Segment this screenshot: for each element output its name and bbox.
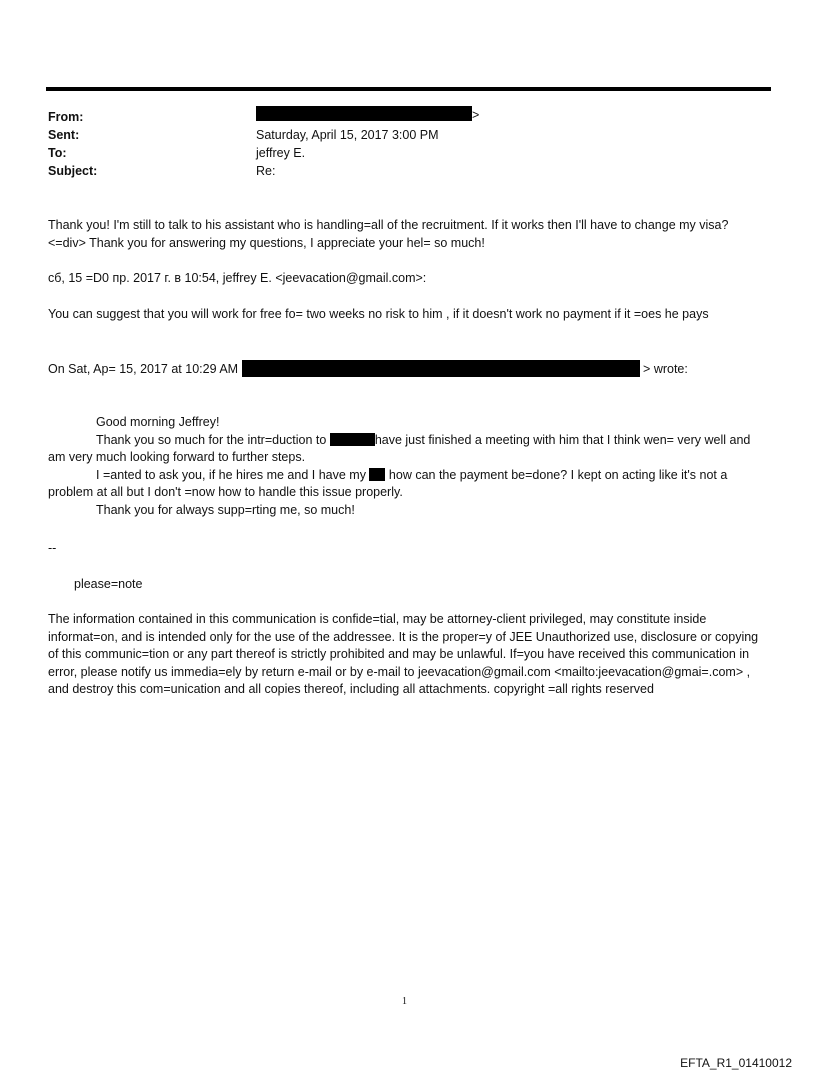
- quoted-message: [48, 414, 762, 519]
- from-value: [256, 106, 479, 124]
- redaction-from: [256, 106, 472, 121]
- signature-separator: --: [48, 541, 57, 555]
- greeting: Good morning Jeffrey!: [96, 415, 220, 429]
- document-id: EFTA_R1_01410012: [680, 1056, 792, 1070]
- message-line-1: [48, 432, 762, 467]
- sent-value: Saturday, April 15, 2017 3:00 PM: [256, 128, 439, 142]
- subject-value: Re:: [256, 164, 276, 178]
- to-value: jeffrey E.: [256, 146, 306, 160]
- line1-start: Thank you so much for the intr=duction to: [96, 432, 327, 447]
- to-label: To:: [48, 146, 67, 160]
- wrote-line: [48, 360, 762, 379]
- sent-label: Sent:: [48, 128, 80, 142]
- wrote-suffix: > wrote:: [643, 362, 688, 376]
- reply-paragraph: Thank you! I'm still to talk to his assistant who is handling=all of the recruitment. If it works then I'll have to change my visa?<=div> Thank you for answering my questions, I appreciate your hel= so much!: [48, 218, 729, 250]
- redaction-sender: [242, 360, 640, 377]
- line2-start: I =anted to ask you, if he hires me and I have my: [96, 467, 366, 482]
- redaction-name: [330, 433, 375, 446]
- wrote-prefix: On Sat, Ap= 15, 2017 at 10:29 AM: [48, 362, 239, 376]
- disclaimer: The information contained in this communication is confide=tial, may be attorney-client privileged, may constitute inside informat=on, and is intended only for the use of the addressee. It is the proper=y of JEE Unauthorized use, disclosure or copying of this communic=tion or any part thereof is strictly prohibited and may be unlawful. If=you have received this communication in error, please notify us immedia=ely by return e-mail or by e-mail to jeevacation@gmail.com <mailto:jeevacation@gmai=.com> , and destroy this com=unication and all copies thereof, including all attachments. copyright =all rights reserved: [48, 612, 759, 696]
- quote-header: сб, 15 =D0 пр. 2017 г. в 10:54, jeffrey E. <jeevacation@gmail.com>:: [48, 271, 427, 285]
- please-note: please=note: [74, 577, 143, 591]
- line2-end: how can the payment be=done? I kept on acting like it's not a problem at all but I don't =now how to handle this issue properly.: [48, 467, 728, 499]
- from-suffix: >: [472, 108, 480, 122]
- from-label: From:: [48, 110, 84, 124]
- message-line-3: Thank you for always supp=rting me, so much!: [96, 502, 355, 517]
- quoted-suggestion: You can suggest that you will work for free fo= two weeks no risk to him , if it doesn't work no payment if it =oes he pays: [48, 307, 709, 321]
- line1-end: have just finished a meeting with him that I think wen= very well and am very much looking forward to further steps.: [48, 432, 751, 464]
- message-line-2: [48, 467, 762, 502]
- subject-label: Subject:: [48, 164, 98, 178]
- header-rule: [46, 87, 771, 91]
- redaction-doc: [369, 468, 385, 481]
- page-number: 1: [402, 996, 407, 1007]
